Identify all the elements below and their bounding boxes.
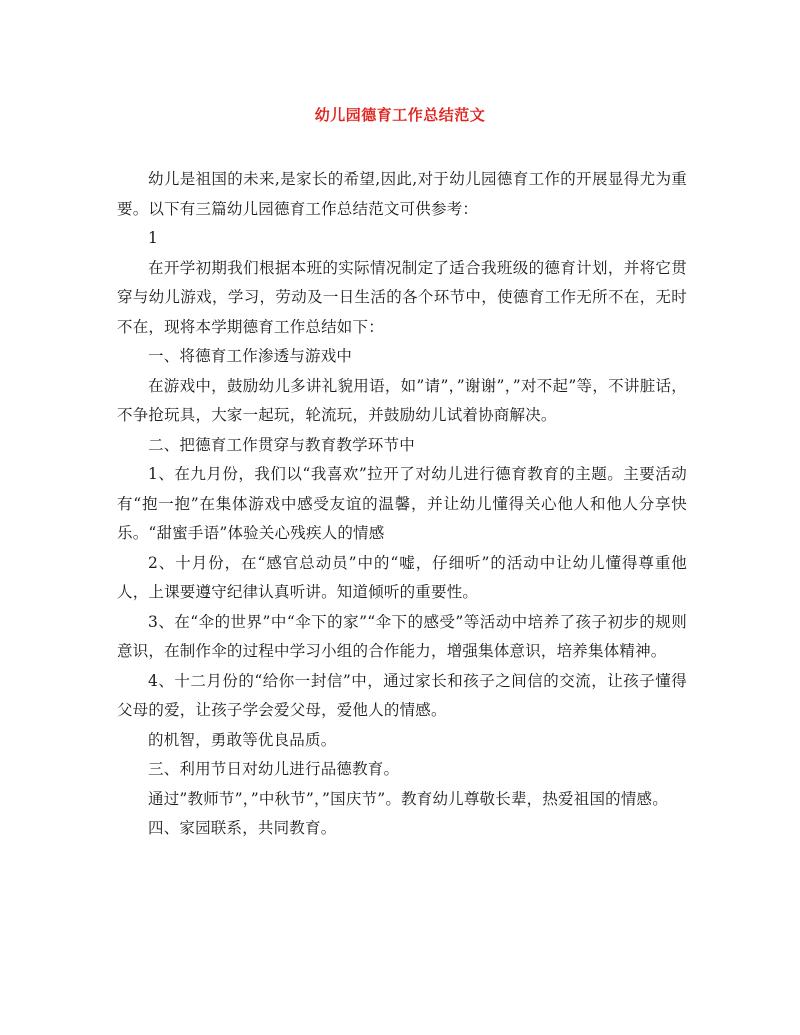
section-heading: 三、利用节日对幼儿进行品德教育。 [148,760,400,778]
paragraph: 的机智，勇敢等优良品质。 [148,730,337,749]
paragraph: 在开学初期我们根据本班的实际情况制定了适合我班级的德育计划，并将它贯穿与幼儿游戏，学习，劳动及一日生活的各个环节中，使德育工作无所不在，无时不在，现将本学期德育工作总结如下： [117,258,687,336]
paragraph: 1、在九月份，我们以“我喜欢”拉开了对幼儿进行德育教育的主题。主要活动有“抱一抱”在集体游戏中感受友谊的温馨，并让幼儿懂得关心他人和他人分享快乐。“甜蜜手语”体验关心残疾人的情感 [117,465,687,542]
paragraph: 3、在“伞的世界”中“伞下的家”“伞下的感受”等活动中培养了孩子初步的规则意识，在制作伞的过程中学习小组的合作能力，增强集体意识，培养集体精神。 [117,612,687,660]
paragraph: 通过”教师节”，”中秋节”，”国庆节”。教育幼儿尊敬长辈，热爱祖国的情感。 [148,789,668,808]
section-heading: 二、把德育工作贯穿与教育教学环节中 [148,435,415,454]
paragraph-number: 1 [148,229,159,247]
paragraph: 4、十二月份的“给你一封信”中，通过家长和孩子之间信的交流，让孩子懂得父母的爱，让孩子学会爱父母，爱他人的情感。 [117,671,687,719]
paragraph-intro: 幼儿是祖国的未来,是家长的希望,因此,对于幼儿园德育工作的开展显得尤为重要。以下有三篇幼儿园德育工作总结范文可供参考： [117,170,687,218]
paragraph: 在游戏中，鼓励幼儿多讲礼貌用语，如”请”，”谢谢”，”对不起”等，不讲脏话，不争抢玩具，大家一起玩，轮流玩，并鼓励幼儿试着协商解决。 [117,376,687,424]
paragraph: 2、十月份，在“感官总动员”中的“嘘，仔细听”的活动中让幼儿懂得尊重他人，上课要遵守纪律认真听讲。知道倾听的重要性。 [117,553,687,601]
document-body [117,165,687,844]
section-heading: 四、家园联系，共同教育。 [148,819,337,837]
document-title: 幼儿园德育工作总结范文 [314,106,486,124]
section-heading: 一、将德育工作渗透与游戏中 [148,347,353,365]
